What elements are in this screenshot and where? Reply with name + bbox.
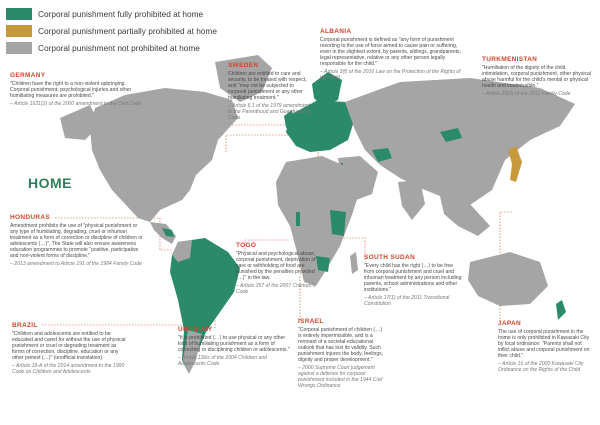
legend	[6, 6, 217, 57]
source-text: – Article 3(f) of the 2010 Law on the Protection of the Rights of the Child	[320, 69, 461, 81]
country-name: SOUTH SUDAN	[364, 254, 415, 261]
callout-germany	[10, 72, 145, 107]
source-text: – Article 1631(2) of the 2000 amendment to the Civil Code	[10, 101, 142, 107]
japan	[508, 146, 522, 182]
south-africa-region	[316, 256, 330, 272]
legend-swatch-not	[6, 42, 32, 54]
source-text: – Article 25(2) of the 2012 Family Code	[482, 91, 571, 97]
quote-text: The use of corporal punishment in the home is only prohibited in Kawasaki City by local ordinance: "Parents shall not inflict abuse and corporal punishment on their child."	[498, 329, 590, 359]
source-text: – 2013 amendment to Article 191 of the 1984 Family Code	[10, 261, 142, 267]
country-name: GERMANY	[10, 72, 46, 79]
madagascar	[350, 252, 358, 274]
country-name: TOGO	[236, 242, 257, 249]
source-text: – Article 6.1 of the 1979 amendment to the Parenthood and Guardianship Code	[228, 103, 311, 121]
quote-text: Corporal punishment is defined as "any form of punishment resorting to the use of force aimed to cause pain or suffering, even in the slightest extent, by parents, siblings, grandparents, legal representative, relative or any other person legally responsible for the child."	[320, 37, 462, 67]
source-text: – Article 12bis of the 2004 Children and Adolescents Code	[178, 355, 268, 367]
callout-uruguay	[178, 326, 290, 367]
callout-sweden	[228, 62, 312, 121]
togo-region	[296, 212, 300, 226]
north-america	[90, 88, 238, 222]
country-name: TURKMENISTAN	[482, 56, 538, 63]
quote-text: "Corporal punishment of children (…) is entirely impermissible, and is a remnant of a societal-educational outlook that has lost its validity. Such punishment injures the body, feelings, dignity and proper development."	[298, 327, 384, 363]
east-africa-prohibited	[330, 210, 346, 236]
quote-text: Children are entitled to care and security, to be treated with respect, and "may not be subjected to corporal punishment or any other humiliating treatment."	[228, 71, 307, 101]
callout-japan	[498, 320, 594, 373]
country-name: JAPAN	[498, 320, 522, 327]
legend-label-not: Corporal punishment not prohibited at home	[38, 42, 200, 53]
callout-brazil	[12, 322, 130, 375]
quote-text: "Children and adolescents are entitled to be educated and cared for without the use of physical punishment or cruel or degrading treatment as forms of correction, discipline, education or any other pretext (…)" (unofficial translation).	[12, 331, 126, 361]
asia	[345, 78, 575, 205]
legend-swatch-partial	[6, 25, 32, 37]
callout-albania	[320, 28, 464, 81]
india	[398, 180, 425, 220]
country-name: HONDURAS	[10, 214, 50, 221]
callout-south-sudan	[364, 254, 464, 307]
legend-label-partial: Corporal punishment partially prohibited at home	[38, 25, 217, 36]
country-name: SWEDEN	[228, 62, 259, 69]
quote-text: "Every child has the right (…) to be free from corporal punishment and cruel and inhuman treatment by any person including parents, school administrations and other institutions."	[364, 263, 462, 293]
callout-israel	[298, 318, 386, 389]
new-zealand	[556, 300, 566, 320]
country-name: ALBANIA	[320, 28, 352, 35]
legend-swatch-fully	[6, 8, 32, 20]
callout-honduras	[10, 214, 145, 267]
source-text: – Article 16 of the 2000 Kawasaki City Ordinance on the Rights of the Child	[498, 361, 584, 373]
source-text: – Article 17(1) of the 2011 Transitional Constitution	[364, 295, 450, 307]
country-name: ISRAEL	[298, 318, 324, 325]
page-heading: HOME	[28, 175, 72, 191]
source-text: – 2000 Supreme Court judgement against a defence for corporal punishment included in the 1944 Civil Wrongs Ordinance	[298, 365, 383, 389]
source-text: – Article 357 of the 2007 Children's Code	[236, 283, 315, 295]
quote-text: "Humiliation of the dignity of the child, intimidation, corporal punishment, other physical abuse harmful for the child's mental or physical health and inadmissible."	[482, 65, 592, 89]
quote-text: "Children have the right to a non-violent upbringing. Corporal punishment, psychological injuries and other humiliating measures are prohibited."	[10, 81, 132, 99]
country-name: BRAZIL	[12, 322, 38, 329]
country-name: URUGUAY	[178, 326, 213, 333]
quote-text: Amendment prohibits the use of "physical punishment or any type of humiliating, degrading, cruel or inhuman treatment as a form of correction or discipline of children or adolescents (…)". The State will also ensure awareness education programmes to promote "positive, participative and non-violent forms of discipline."	[10, 223, 143, 259]
source-text: – Article 18-A of the 2014 amendment to the 1990 Code on Children and Adolescents	[12, 363, 125, 375]
legend-item-fully	[6, 6, 217, 21]
legend-item-not	[6, 40, 217, 55]
quote-text: "It is prohibited (…) to use physical or any other kind of humiliating punishment as a form of correcting or disciplining children or adolescents."	[178, 335, 290, 353]
australia	[468, 252, 548, 306]
legend-item-partial	[6, 23, 217, 38]
callout-turkmenistan	[482, 56, 592, 97]
legend-label-fully: Corporal punishment fully prohibited at home	[38, 8, 204, 19]
callout-togo	[236, 242, 316, 295]
quote-text: "Physical and psychological abuse, corporal punishment, deprivation of care or withholding of food are punished by the penalties provided (…)" in the law.	[236, 251, 316, 281]
